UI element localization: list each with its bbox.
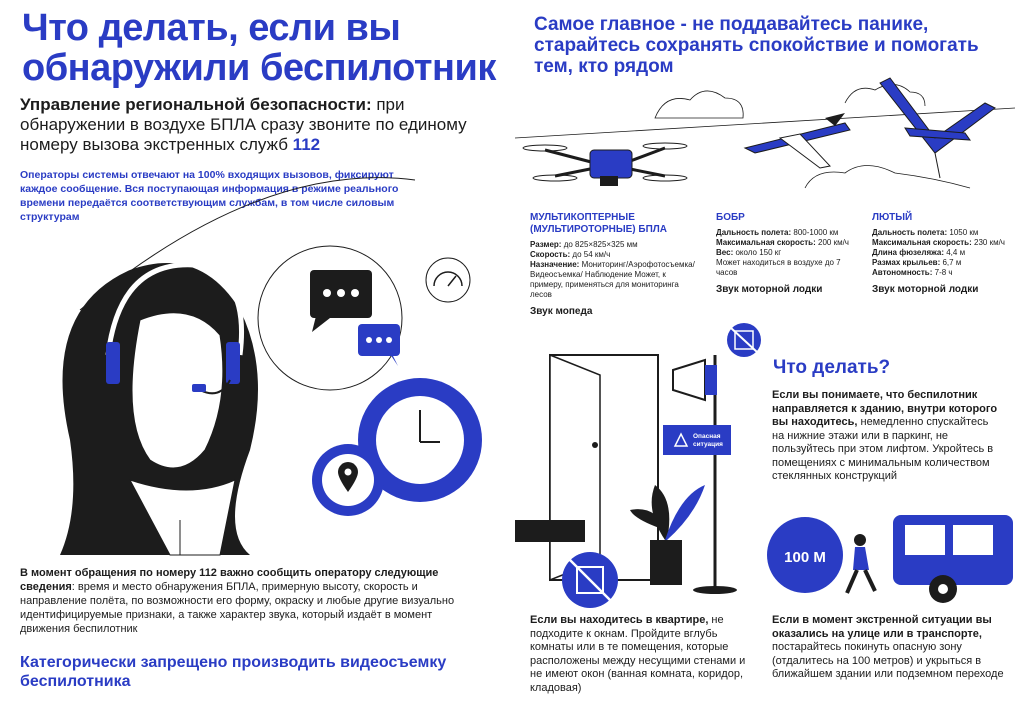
drone-spec: Вес: около 150 кг [716,248,782,257]
operators-note: Операторы системы отвечают на 100% входящих вызовов, фиксируют каждое сообщение. Вся поступающая информация в режиме реального времени передаётся соответствующим службам, в том числе силовым структурам [20,169,399,223]
subhead-text: при обнаружении в воздухе БПЛА сразу звоните по единому номеру вызова экстренных служб [20,95,467,154]
subhead-bold: Управление региональной безопасности: [20,95,372,114]
operator-illustration [20,150,520,560]
evacuation-illustration [765,505,1015,610]
quadcopter-icon [523,143,687,186]
drone-spec: Максимальная скорость: 230 км/ч [872,238,1005,247]
drone-spec: Скорость: до 54 км/ч [530,250,611,259]
drone-lyutiy [872,212,1012,295]
drone-spec: Размер: до 825×825×325 мм [530,240,638,249]
svg-text:ситуация: ситуация [693,441,723,448]
drone-multicopter [530,212,700,317]
street-advice: Если в момент экстренной ситуации вы оказались на улице или в транспорте, постарайтесь покинуть опасную зону (отдалитесь на 100 метров) и укрыться в ближайшем здании или подземном переходе [772,614,1004,680]
drone-name: ЛЮТЫЙ [872,212,913,223]
drone-spec: Может находиться в воздухе до 7 часов [716,258,841,277]
drone-sound: Звук моторной лодки [716,284,823,295]
what-to-do-title: Что делать? [773,357,891,378]
drone-spec: Максимальная скорость: 200 км/ч [716,238,849,247]
page-title: Что делать, если вы обнаружили беспилотник [22,7,496,89]
video-warning: Категорически запрещено производить видеосъемку беспилотника [20,654,447,690]
lyutiy-drone-icon [880,78,995,178]
distance-badge: 100 М [784,549,826,566]
drone-spec: Дальность полета: 800-1000 км [716,228,839,237]
drone-spec: Автономность: 7-8 ч [872,268,953,277]
drone-name: БОБР [716,212,745,223]
drone-spec: Размах крыльев: 6,7 м [872,258,962,267]
shelter-illustration [515,320,765,610]
drone-name: МУЛЬТИКОПТЕРНЫЕ (МУЛЬТИРОТОРНЫЕ) БПЛА [530,212,668,235]
drone-spec: Дальность полета: 1050 км [872,228,979,237]
subhead [20,95,490,155]
drone-sound: Звук моторной лодки [872,284,979,295]
drone-sound: Звук мопеда [530,306,593,317]
call-info-text: : время и место обнаружения БПЛА, примерную высоту, скорость и направление полёта, по возможности его форму, окраску и любые другие визуально идентифицируемые признаки, а также характер звука, который издаёт в момент движения беспилотник [20,581,455,635]
apartment-advice: Если вы находитесь в квартире, не подходите к окнам. Пройдите вглубь комнаты или в те помещения, которые расположены между несущими стенами и не имеют окон (ванная комната, коридор, кладовая) [530,614,746,694]
main-advice-title: Самое главное - не поддавайтесь панике, старайтесь сохранять спокойствие и помогать тем, кто рядом [534,14,979,77]
danger-sign-text: Опасная [693,433,721,440]
emergency-number: 112 [292,135,321,154]
drone-spec: Длина фюзеляжа: 4,4 м [872,248,966,257]
drone-spec: Назначение: Мониторинг/Аэрофотосъемка/ Видеосъемка/ Наблюдение Может, к примеру, применяться для мониторинга лесов [530,260,695,299]
drones-illustration [515,78,1015,208]
call-info [20,566,460,636]
drone-bobr [716,212,856,295]
what-to-do-text: Если вы понимаете, что беспилотник направляется к зданию, внутри которого вы находитесь, немедленно спускайтесь на нижние этажи или в паркинг, не пользуйтесь при этом лифтом. Укройтесь в помещениях с минимальным количеством стеклянных конструкций [772,389,998,482]
call-info-bold: В момент обращения по номеру 112 важно сообщить оператору следующие сведения [20,567,439,593]
